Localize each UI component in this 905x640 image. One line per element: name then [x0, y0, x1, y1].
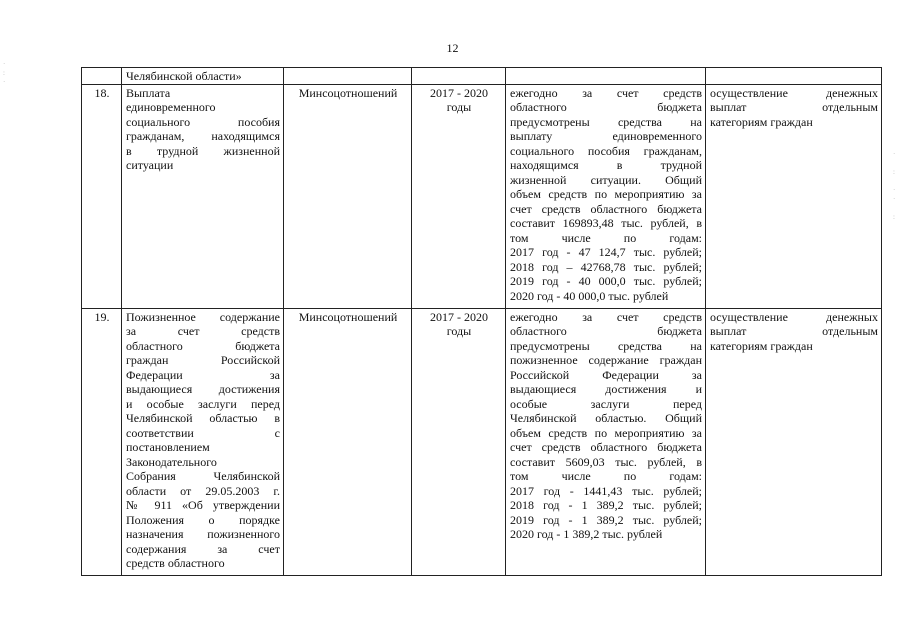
text-line: выплату единовременного	[510, 129, 702, 143]
text-line: 2017 год - 1441,43 тыс. рублей;	[510, 483, 702, 498]
text-line: 2018 год – 42768,78 тыс. рублей;	[510, 259, 702, 274]
text-line: объем средств по мероприятию за	[510, 187, 702, 201]
text-line: Пожизненное содержание	[126, 309, 280, 324]
text-line: предусмотрены средства на	[510, 114, 702, 129]
text-line: пожизненное содержание граждан	[510, 353, 702, 367]
text-line: категориям граждан	[710, 338, 813, 353]
table-row-continuation	[82, 68, 882, 85]
cell-executor: Минсоцотношений	[284, 308, 412, 575]
text-line: 2018 год - 1 389,2 тыс. рублей;	[510, 498, 702, 512]
text-line: области от 29.05.2003 г.	[126, 483, 280, 498]
text-line: ежегодно за счет средств	[510, 309, 702, 324]
text-line: категориям граждан	[710, 114, 813, 129]
text-line: 2019 год - 1 389,2 тыс. рублей;	[510, 512, 702, 527]
cell-result	[706, 308, 882, 575]
text-line: Собрания Челябинской	[126, 469, 280, 483]
page-number: 12	[446, 41, 459, 55]
text-line: единовременного	[126, 100, 216, 114]
text-line: содержания за счет	[126, 541, 280, 556]
text-line: объем средств по мероприятию за	[510, 425, 702, 440]
text-line: счет средств областного бюджета	[510, 201, 702, 216]
text-line: в трудной жизненной	[126, 143, 280, 158]
text-line: составит 169893,48 тыс. рублей, в	[510, 216, 702, 230]
cell-number: 18.	[82, 84, 122, 308]
text-line: областного бюджета	[510, 100, 702, 114]
cell-number	[82, 68, 122, 85]
text-line: соответствии с	[126, 425, 280, 440]
text-line: годы	[446, 100, 472, 114]
text-line: особые заслуги перед	[510, 396, 702, 411]
text-line: осуществление денежных	[710, 85, 878, 100]
text-line: 2017 - 2020	[430, 309, 488, 324]
cell-period	[412, 308, 506, 575]
cell-executor	[284, 68, 412, 85]
text-line: 2019 год - 40 000,0 тыс. рублей;	[510, 274, 702, 288]
text-line: и особые заслуги перед	[126, 396, 280, 411]
cell-measure-name	[122, 84, 284, 308]
text-line: осуществление денежных	[710, 309, 878, 324]
cell-period	[412, 84, 506, 308]
cell-period	[412, 68, 506, 85]
text-line: гражданам, находящимся	[126, 129, 280, 143]
text-line: социального пособия гражданам,	[510, 143, 702, 158]
text-line: областного бюджета	[510, 324, 702, 338]
measures-table	[81, 67, 882, 576]
text-line: том числе по годам:	[510, 230, 702, 245]
text-line: Законодательного	[126, 454, 217, 469]
text-line: Федерации за	[126, 367, 280, 382]
text-line: 2017 год - 47 124,7 тыс. рублей;	[510, 245, 702, 259]
cell-measure-name	[122, 308, 284, 575]
cell-financing	[506, 68, 706, 85]
text-line: Выплата	[126, 85, 171, 100]
cell-result	[706, 68, 882, 85]
text-line: Челябинской областью в	[126, 411, 280, 425]
text-line: находящимся в трудной	[510, 158, 702, 172]
text-line: 2017 - 2020	[430, 85, 488, 100]
text-line: за счет средств	[126, 324, 280, 338]
cell-financing	[506, 308, 706, 575]
text-line: выдающиеся достижения и	[510, 382, 702, 396]
text-line: предусмотрены средства на	[510, 338, 702, 353]
cell-result	[706, 84, 882, 308]
text-line: 2020 год - 1 389,2 тыс. рублей	[510, 527, 663, 541]
text-line: средств областного	[126, 556, 225, 570]
cell-executor: Минсоцотношений	[284, 84, 412, 308]
text-line: Челябинской областью. Общий	[510, 411, 702, 425]
margin-scan-artifact: · : · · :	[893, 150, 896, 221]
text-line: граждан Российской	[126, 353, 280, 367]
cell-number: 19.	[82, 308, 122, 575]
text-line: жизненной ситуации. Общий	[510, 172, 702, 187]
text-line: социального пособия	[126, 114, 280, 129]
text-line: составит 5609,03 тыс. рублей, в	[510, 454, 702, 469]
text-line: счет средств областного бюджета	[510, 440, 702, 454]
text-line: областного бюджета	[126, 338, 280, 353]
text-line: выдающиеся достижения	[126, 382, 280, 396]
text-line: ситуации	[126, 158, 174, 172]
table-row-18	[82, 84, 882, 308]
cell-financing	[506, 84, 706, 308]
text-line: Положения о порядке	[126, 512, 280, 527]
text-line: том числе по годам:	[510, 469, 702, 483]
table-row-19	[82, 308, 882, 575]
text-line: постановлением	[126, 440, 210, 454]
text-line: годы	[446, 324, 472, 338]
text-line: 2020 год - 40 000,0 тыс. рублей	[510, 288, 669, 303]
text-line: назначения пожизненного	[126, 527, 280, 541]
text-line: выплат отдельным	[710, 100, 878, 114]
text-line: выплат отдельным	[710, 324, 878, 338]
text-line: ежегодно за счет средств	[510, 85, 702, 100]
margin-scan-artifact: · : ·	[3, 60, 6, 86]
text-line: № 911 «Об утверждении	[126, 498, 280, 512]
text-line: Российской Федерации за	[510, 367, 702, 382]
cell-measure-name: Челябинской области»	[122, 68, 284, 85]
